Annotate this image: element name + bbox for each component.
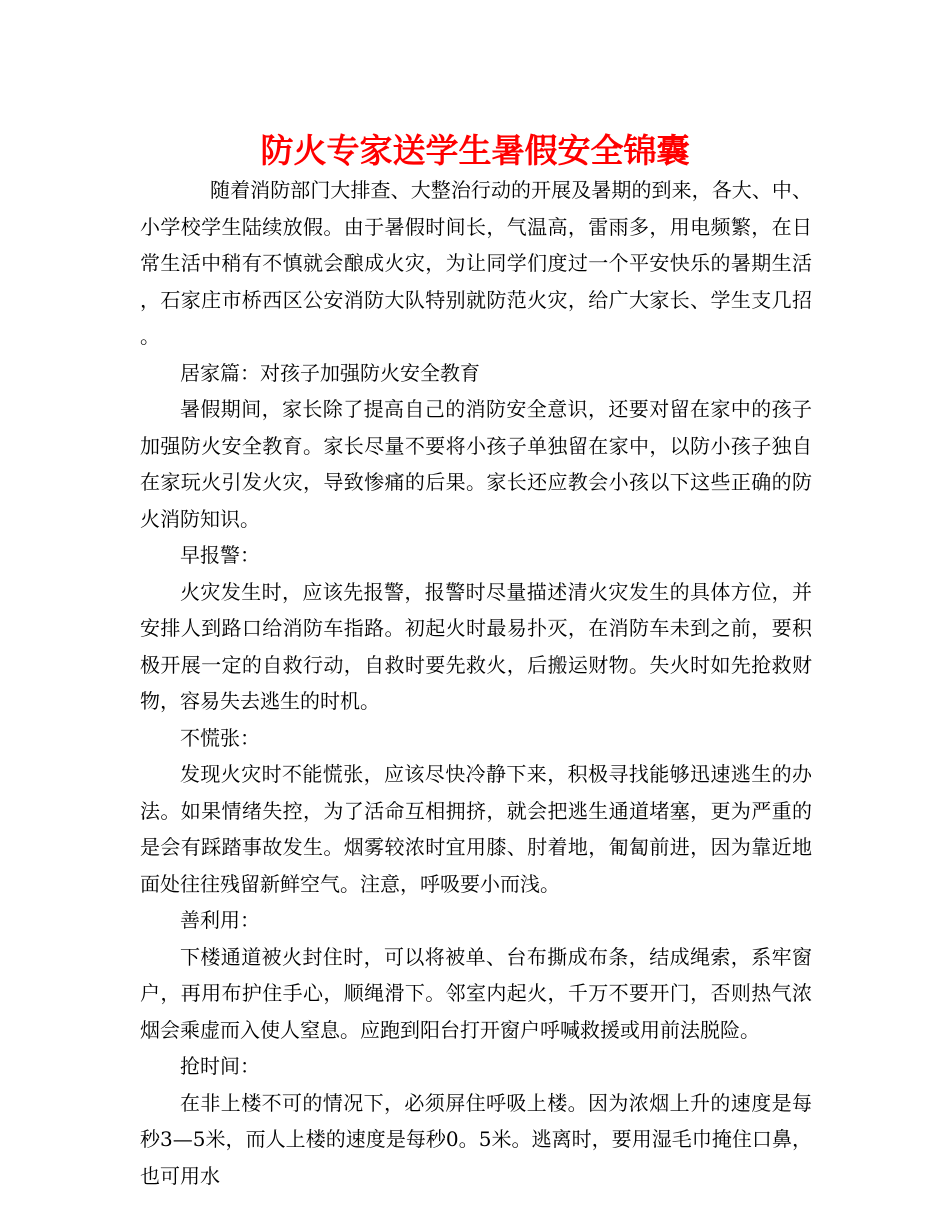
document-title: 防火专家送学生暑假安全锦囊 (260, 131, 690, 170)
intro-paragraph: 随着消防部门大排查、大整治行动的开展及暑期的到来，各大、中、小学校学生陆续放假。由于暑假时间长，气温高，雷雨多，用电频繁，在日常生活中稍有不慎就会酿成火灾，为让同学们度过一个平安快乐的暑期生活，石家庄市桥西区公安消防大队特别就防范火灾，给广大家长、学生支几招。 (140, 178, 812, 348)
body-paragraph: 暑假期间，家长除了提高自己的消防安全意识，还要对留在家中的孩子加强防火安全教育。家长尽量不要将小孩子单独留在家中，以防小孩子独自在家玩火引发火灾，导致惨痛的后果。家长还应教会小孩以下这些正确的防火消防知识。 (140, 397, 812, 531)
subheading-stay-calm: 不慌张： (180, 725, 260, 750)
subheading-seize-time: 抢时间： (180, 1054, 260, 1078)
body-paragraph: 下楼通道被火封住时，可以将被单、台布撕成布条，结成绳索，系牢窗户，再用布护住手心，顺绳滑下。邻室内起火，千万不要开门，否则热气浓烟会乘虚而入使人窒息。应跑到阳台打开窗户呼喊救援或用前法脱险。 (140, 944, 812, 1042)
body-paragraph: 火灾发生时，应该先报警，报警时尽量描述清火灾发生的具体方位，并安排人到路口给消防车指路。初起火时最易扑灭，在消防车未到之前，要积极开展一定的自救行动，自救时要先救火，后搬运财物。失火时如先抢救财物，容易失去逃生的时机。 (140, 579, 812, 713)
section-heading-home: 居家篇：对孩子加强防火安全教育 (180, 360, 480, 385)
subheading-early-alarm: 早报警： (180, 543, 260, 567)
document-body (140, 172, 812, 1194)
subheading-make-use: 善利用： (180, 908, 260, 932)
body-paragraph: 发现火灾时不能慌张，应该尽快冷静下来，积极寻找能够迅速逃生的办法。如果情绪失控，为了活命互相拥挤，就会把逃生通道堵塞，更为严重的是会有踩踏事故发生。烟雾较浓时宜用膝、肘着地，匍匐前进，因为靠近地面处往往残留新鲜空气。注意，呼吸要小而浅。 (140, 762, 812, 896)
body-paragraph: 在非上楼不可的情况下，必须屏住呼吸上楼。因为浓烟上升的速度是每秒3—5米，而人上楼的速度是每秒0。5米。逃离时，要用湿毛巾掩住口鼻，也可用水 (140, 1090, 812, 1188)
